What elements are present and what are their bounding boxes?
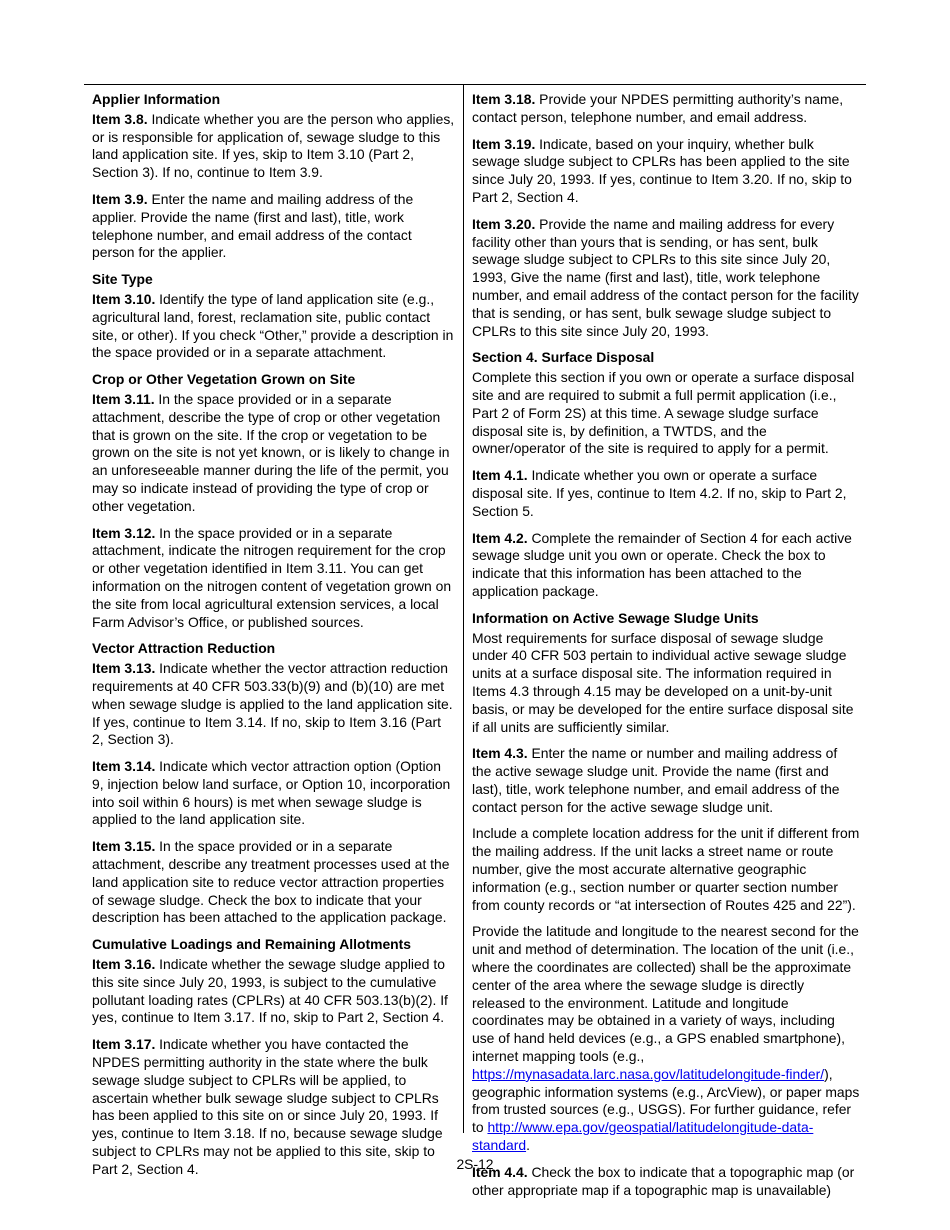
item-text: In the space provided or in a separate attachment, describe the type of crop or other vegetation that is grown on the site. If the crop or vegetation to be grown on the site is not yet known, or is likely to change in an unforeseeable manner during the life of the permit, you may so indicate instead of providing the type of crop or other vegetation.: [92, 390, 450, 514]
item-text: In the space provided or in a separate attachment, indicate the nitrogen requirement for the crop or other vegetation identified in Item 3.11. You can get information on the nitrogen content of vegetation grown on the site from local agricultural extension services, a local Farm Advisor’s Office, or published sources.: [92, 524, 452, 630]
item-label: Item 3.8.: [92, 110, 148, 127]
item-3-19: [472, 136, 860, 207]
item-text: Indicate which vector attraction option (Option 9, injection below land surface, or Option 10, incorporation into soil within 6 hours) is met when sewage sludge is applied to the land application site.: [92, 758, 451, 828]
heading-vector-attraction: Vector Attraction Reduction: [92, 640, 276, 657]
heading-site-type: Site Type: [92, 271, 153, 288]
item-3-14: [92, 758, 455, 829]
item-text: Indicate, based on your inquiry, whether bulk sewage sludge subject to CPLRs has been applied to the site since July 20, 1993. If yes, continue to Item 3.20. If no, skip to Part 2, Section 4.: [472, 135, 852, 205]
heading-cumulative-loadings: Cumulative Loadings and Remaining Allotments: [92, 936, 412, 953]
heading-applier-information: Applier Information: [92, 91, 221, 107]
item-label: Item 4.4.: [472, 1163, 528, 1180]
item-label: Item 3.16.: [92, 956, 156, 973]
item-3-15: [92, 838, 455, 927]
item-text: Indicate whether the sewage sludge applied to this site since July 20, 1993, is subject to the cumulative pollutant loading rates (CPLRs) at 40 CFR 503.13(b)(2). If yes, continue to Item 3.17. If no, skip to Part 2, Section 4.: [92, 956, 448, 1026]
item-4-2: [472, 530, 860, 601]
item-label: Item 4.3.: [472, 745, 528, 762]
item-label: Item 3.10.: [92, 290, 156, 307]
item-text: Indicate whether you own or operate a surface disposal site. If yes, continue to Item 4.2. If no, skip to Part 2, Section 5.: [472, 467, 847, 519]
item-3-12: [92, 525, 455, 632]
item-3-18: [472, 91, 860, 127]
left-column: [84, 85, 464, 1177]
location-address-paragraph: Include a complete location address for the unit if different from the mailing address. If the unit lacks a street name or route number, give the most accurate alternative geographic information (e.g., section number or quarter section number from county records or “at intersection of Routes 425 and 22”).: [472, 825, 860, 913]
item-text: Provide the name and mailing address for every facility other than yours that is sending, or has sent, bulk sewage sludge subject to CPLRs to this site since July 20, 1993, Give the name (first and last), title, work telephone number, and email address of the contact person for the facility that is sending, or has sent, bulk sewage sludge subject to CPLRs to this site since July 20, 1993.: [472, 215, 859, 339]
latlong-text: ), geographic information systems (e.g., ArcView), or paper maps from trusted sources (e.g., USGS). For further guidance, refer to: [472, 1065, 860, 1136]
item-text: Indicate whether you are the person who applies, or is responsible for application of, sewage sludge to this land application site. If yes, skip to Item 3.10 (Part 2, Section 3). If no, continue to Item 3.9.: [92, 110, 455, 181]
item-text: Indicate whether you have contacted the NPDES permitting authority in the state where the bulk sewage sludge subject to CPLRs will be applied, to ascertain whether bulk sewage sludge subject to CPLRs has been applied to this site on or since July 20, 1993. If yes, continue to Item 3.18. If no, because sewage sludge subject to CPLRs may not be applied to this site, skip to Part 2, Section 4.: [92, 1036, 443, 1177]
item-4-1: [472, 467, 860, 520]
item-3-9: [92, 191, 455, 262]
item-label: Item 3.19.: [472, 135, 536, 152]
item-label: Item 3.9.: [92, 190, 148, 207]
item-label: Item 3.12.: [92, 524, 156, 541]
item-3-8: [92, 111, 455, 182]
nasa-latlong-finder-link[interactable]: https://mynasadata.larc.nasa.gov/latitudelongitude-finder/: [472, 1065, 825, 1082]
item-text: Enter the name or number and mailing address of the active sewage sludge unit. Provide the name (first and last), title, work telephone number, and email address of the contact person for the active sewage sludge unit.: [472, 745, 840, 815]
heading-crop-vegetation: Crop or Other Vegetation Grown on Site: [92, 371, 356, 388]
item-label: Item 3.20.: [472, 215, 536, 232]
item-label: Item 3.14.: [92, 758, 156, 775]
latitude-longitude-paragraph: [472, 923, 860, 1154]
item-label: Item 4.1.: [472, 467, 528, 484]
item-text: Provide your NPDES permitting authority’s name, contact person, telephone number, and email address.: [472, 91, 844, 125]
page-number: 2S-12: [456, 1156, 494, 1172]
item-3-11: [92, 391, 455, 516]
item-3-13: [92, 660, 455, 749]
item-text: Indicate whether the vector attraction reduction requirements at 40 CFR 503.33(b)(9) and (b)(10) are met when sewage sludge is applied to the land application site. If yes, continue to Item 3.14. If no, skip to Item 3.16 (Part 2, Section 3).: [92, 660, 453, 748]
item-label: Item 3.15.: [92, 838, 156, 855]
item-text: Check the box to indicate that a topographic map (or other appropriate map if a topographic map is unavailable): [472, 1163, 855, 1198]
active-units-intro: Most requirements for surface disposal of sewage sludge under 40 CFR 503 pertain to individual active sewage sludge units at a surface disposal site. The information required in Items 4.3 through 4.15 may be developed on a unit-by-unit basis, or may be developed for the entire surface disposal site if all units are sufficiently similar.: [472, 629, 854, 735]
heading-section-4-surface-disposal: Section 4. Surface Disposal: [472, 349, 655, 366]
item-text: Enter the name and mailing address of the applier. Provide the name (first and last), title, work telephone number, and email address of the contact person for the applier.: [92, 190, 414, 261]
heading-active-sewage-sludge-units: Information on Active Sewage Sludge Units: [472, 609, 759, 626]
item-label: Item 4.2.: [472, 529, 528, 546]
epa-latlong-standard-link[interactable]: http://www.epa.gov/geospatial/latitudelongitude-data-standard: [472, 1119, 814, 1154]
latlong-text: Provide the latitude and longitude to the nearest second for the unit and method of determination. The location of the unit (i.e., where the coordinates are collected) shall be the approximate center of the area where the sewage sludge is directly released to the environment. Latitude and longitude coordinates may be obtained in a variety of ways, including use of hand held devices (e.g., a GPS enabled smartphone), internet mapping tools (e.g.,: [472, 923, 859, 1065]
latlong-text: .: [526, 1137, 530, 1154]
item-text: Complete the remainder of Section 4 for each active sewage sludge unit you own or operate. Check the box to indicate that this information has been attached to the application package.: [472, 529, 852, 599]
item-label: Item 3.17.: [92, 1036, 156, 1053]
item-label: Item 3.11.: [92, 390, 155, 407]
item-3-20: [472, 216, 860, 341]
item-label: Item 3.18.: [472, 91, 536, 107]
section-4-intro: Complete this section if you own or operate a surface disposal site and are required to submit a full permit application (i.e., Part 2 of Form 2S) at this time. A sewage sludge surface disposal site is, by definition, a TWTDS, and the owner/operator of the site is required to apply for a permit.: [472, 369, 855, 457]
item-text: Identify the type of land application site (e.g., agricultural land, forest, reclamation site, public contact site, or other). If you check “Other,” provide a description in the space provided or in a separate attachment.: [92, 290, 454, 361]
item-text: In the space provided or in a separate attachment, describe any treatment processes used at the land application site to reduce vector attraction properties of sewage sludge. Check the box to indicate that your description has been attached to the application package.: [92, 838, 450, 926]
item-label: Item 3.13.: [92, 660, 156, 677]
item-3-10: [92, 291, 455, 362]
item-3-16: [92, 956, 455, 1027]
item-4-3: [472, 745, 860, 816]
